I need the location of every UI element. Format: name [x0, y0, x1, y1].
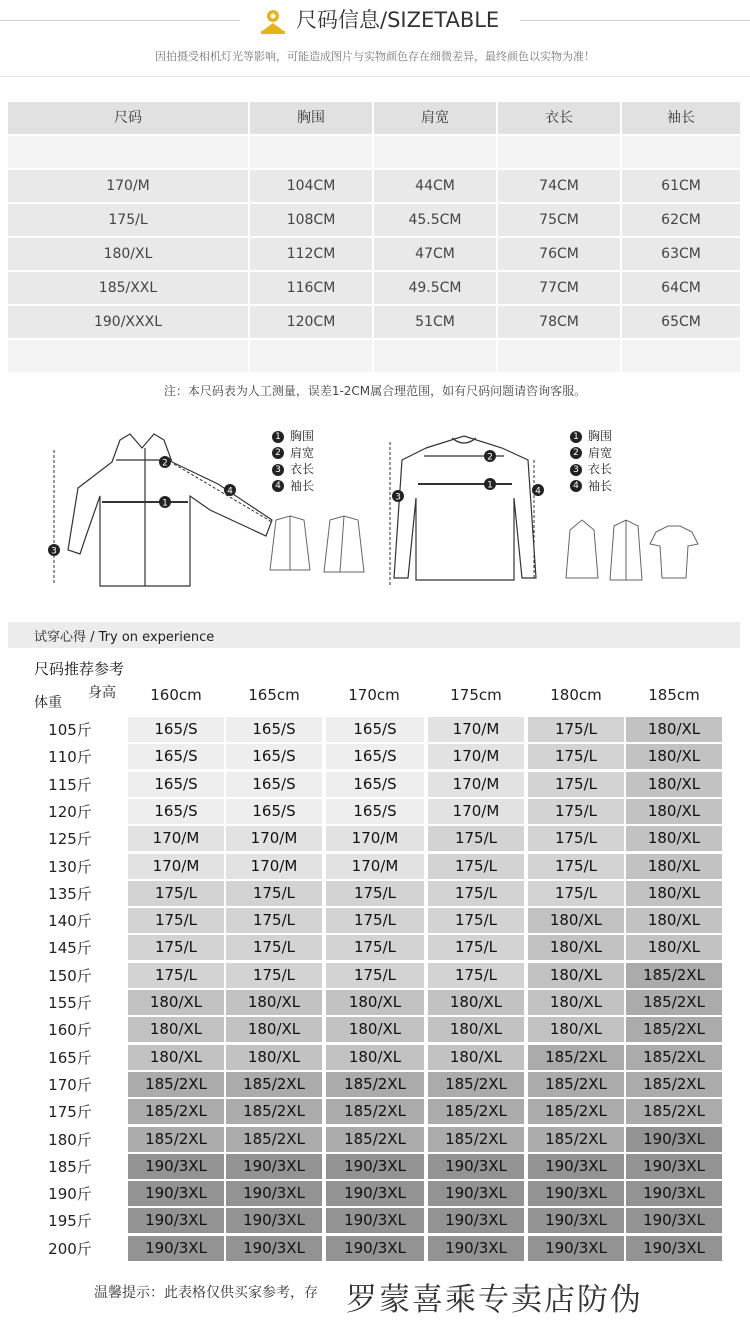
size-table-cell: 120CM	[250, 306, 372, 338]
size-cell: 190/3XL	[626, 1154, 722, 1179]
jacket-thumbnails-icon	[264, 512, 368, 580]
size-cell: 165/S	[326, 744, 424, 769]
weight-label: 130斤	[48, 857, 92, 876]
height-header: 165cm	[248, 686, 300, 704]
size-table-row	[8, 204, 740, 236]
size-cell: 180/XL	[428, 990, 524, 1015]
size-cell: 175/L	[428, 963, 524, 988]
size-cell: 190/3XL	[226, 1236, 322, 1261]
size-table-cell: 190/XXXL	[8, 306, 248, 338]
size-cell: 175/L	[326, 881, 424, 906]
shirt-diagram-icon	[40, 426, 280, 598]
size-table-cell: 77CM	[498, 272, 620, 304]
size-table-spacer	[498, 340, 620, 372]
legend-label: 袖长	[290, 478, 315, 493]
size-table-spacer	[374, 136, 496, 168]
size-cell: 170/M	[428, 772, 524, 797]
header-rule-left	[0, 20, 240, 21]
size-table-cell: 104CM	[250, 170, 372, 202]
legend-label: 胸围	[588, 429, 613, 443]
size-cell: 185/2XL	[326, 1072, 424, 1097]
size-table-cell: 76CM	[498, 238, 620, 270]
size-cell: 180/XL	[626, 935, 722, 960]
try-on-section	[8, 622, 740, 1322]
legend-item	[570, 445, 612, 462]
size-table-spacer	[250, 136, 372, 168]
size-cell: 180/XL	[326, 1017, 424, 1042]
size-table-row	[8, 170, 740, 202]
svg-text:1: 1	[487, 480, 493, 491]
size-cell: 190/3XL	[326, 1154, 424, 1179]
size-cell: 180/XL	[226, 990, 322, 1015]
size-table-cell: 62CM	[622, 204, 740, 236]
size-cell: 175/L	[128, 935, 224, 960]
size-cell: 170/M	[128, 854, 224, 879]
size-table-blank-row	[8, 136, 740, 168]
number-badge: 3	[272, 464, 284, 476]
size-cell: 170/M	[428, 744, 524, 769]
sweater-diagram-icon	[384, 428, 554, 596]
weight-label: 120斤	[48, 802, 92, 821]
measurement-diagrams	[0, 420, 750, 600]
legend-label: 衣长	[588, 462, 613, 476]
size-table-cell: 47CM	[374, 238, 496, 270]
size-cell: 185/2XL	[128, 1099, 224, 1124]
size-cell: 170/M	[428, 799, 524, 824]
size-cell: 170/M	[326, 826, 424, 851]
legend-item	[272, 461, 314, 478]
size-cell: 180/XL	[528, 963, 624, 988]
size-cell: 175/L	[428, 881, 524, 906]
legend-label: 袖长	[588, 478, 613, 493]
size-table-cell: 袖长	[622, 102, 740, 134]
size-cell: 190/3XL	[128, 1208, 224, 1233]
weight-axis-label: 体重	[34, 695, 62, 711]
size-cell: 190/3XL	[428, 1181, 524, 1206]
weight-label: 190斤	[48, 1185, 92, 1204]
size-cell: 180/XL	[626, 826, 722, 851]
size-cell: 165/S	[128, 744, 224, 769]
size-table-cell: 65CM	[622, 306, 740, 338]
size-cell: 185/2XL	[528, 1045, 624, 1070]
number-badge: 2	[272, 447, 284, 459]
size-cell: 185/2XL	[626, 1072, 722, 1097]
svg-text:4: 4	[535, 486, 541, 497]
size-cell: 175/L	[428, 935, 524, 960]
weight-label: 195斤	[48, 1212, 92, 1231]
size-cell: 185/2XL	[626, 963, 722, 988]
legend-left	[272, 428, 314, 494]
size-cell: 165/S	[326, 799, 424, 824]
size-table-cell: 肩宽	[374, 102, 496, 134]
weight-label: 175斤	[48, 1103, 92, 1122]
header-rule-right	[520, 20, 750, 21]
size-table-row	[8, 272, 740, 304]
svg-text:2: 2	[487, 452, 493, 463]
weight-label: 155斤	[48, 994, 92, 1012]
size-table-cell: 51CM	[374, 306, 496, 338]
size-cell: 175/L	[226, 881, 322, 906]
size-cell: 180/XL	[326, 990, 424, 1015]
size-cell: 175/L	[528, 799, 624, 824]
page-title: 尺码信息/SIZETABLE	[296, 8, 500, 32]
weight-label: 135斤	[48, 884, 92, 903]
svg-text:1: 1	[162, 498, 168, 509]
size-cell: 165/S	[226, 717, 322, 742]
size-cell: 180/XL	[326, 1045, 424, 1070]
size-table-cell: 衣长	[498, 102, 620, 134]
size-cell: 190/3XL	[326, 1236, 424, 1261]
height-header: 175cm	[450, 686, 502, 704]
hanger-logo-icon	[258, 6, 288, 36]
size-cell: 190/3XL	[128, 1154, 224, 1179]
size-table-cell: 170/M	[8, 170, 248, 202]
size-cell: 180/XL	[128, 1045, 224, 1070]
size-cell: 190/3XL	[326, 1208, 424, 1233]
warm-tip: 温馨提示：此表格仅供买家参考，存	[94, 1285, 318, 1301]
size-cell: 185/2XL	[626, 990, 722, 1015]
size-cell: 185/2XL	[626, 1045, 722, 1070]
size-cell: 165/S	[226, 799, 322, 824]
size-table-cell: 112CM	[250, 238, 372, 270]
size-table-cell: 尺码	[8, 102, 248, 134]
size-cell: 175/L	[528, 744, 624, 769]
size-cell: 170/M	[226, 826, 322, 851]
size-table-spacer	[622, 340, 740, 372]
size-cell: 185/2XL	[528, 1099, 624, 1124]
weight-label: 170斤	[48, 1075, 92, 1094]
size-table-cell: 185/XXL	[8, 272, 248, 304]
weight-label: 125斤	[48, 830, 92, 849]
size-cell: 190/3XL	[428, 1154, 524, 1179]
size-cell: 170/M	[128, 826, 224, 851]
size-table-cell: 180/XL	[8, 238, 248, 270]
size-table-cell: 44CM	[374, 170, 496, 202]
size-table-cell: 64CM	[622, 272, 740, 304]
size-cell: 190/3XL	[626, 1208, 722, 1233]
size-cell: 180/XL	[626, 908, 722, 933]
weight-label: 115斤	[48, 775, 92, 794]
size-cell: 175/L	[326, 908, 424, 933]
size-cell: 175/L	[128, 963, 224, 988]
size-cell: 175/L	[528, 854, 624, 879]
legend-item	[272, 428, 314, 445]
size-cell: 180/XL	[528, 935, 624, 960]
legend-label: 胸围	[290, 429, 315, 443]
size-table-cell: 175/L	[8, 204, 248, 236]
size-cell: 190/3XL	[326, 1181, 424, 1206]
size-table-spacer	[250, 340, 372, 372]
size-cell: 190/3XL	[226, 1154, 322, 1179]
size-cell: 190/3XL	[528, 1236, 624, 1261]
number-badge: 2	[570, 447, 582, 459]
size-cell: 185/2XL	[226, 1127, 322, 1152]
size-cell: 170/M	[326, 854, 424, 879]
size-table-spacer	[8, 340, 248, 372]
anti-counterfeit-watermark: 罗蒙喜乘专卖店防伪	[346, 1278, 750, 1322]
size-table-row	[8, 238, 740, 270]
size-cell: 180/XL	[626, 772, 722, 797]
number-badge: 4	[570, 480, 582, 492]
size-cell: 185/2XL	[326, 1099, 424, 1124]
size-cell: 180/XL	[528, 908, 624, 933]
legend-label: 肩宽	[588, 445, 613, 460]
size-cell: 175/L	[428, 908, 524, 933]
size-cell: 175/L	[226, 963, 322, 988]
size-cell: 180/XL	[226, 1045, 322, 1070]
size-table-cell: 胸围	[250, 102, 372, 134]
size-table-cell: 116CM	[250, 272, 372, 304]
legend-item	[570, 428, 612, 445]
casual-thumbnails-icon	[564, 516, 704, 586]
size-cell: 185/2XL	[428, 1099, 524, 1124]
weight-label: 150斤	[48, 966, 92, 985]
size-cell: 175/L	[528, 826, 624, 851]
size-table-header	[8, 102, 740, 134]
size-cell: 185/2XL	[226, 1072, 322, 1097]
legend-item	[570, 461, 612, 478]
svg-text:3: 3	[51, 546, 57, 557]
size-cell: 190/3XL	[528, 1208, 624, 1233]
recommendation-title: 尺码推荐参考	[34, 660, 125, 678]
size-cell: 185/2XL	[428, 1127, 524, 1152]
size-cell: 175/L	[128, 881, 224, 906]
number-badge: 1	[570, 431, 582, 443]
size-table-cell: 75CM	[498, 204, 620, 236]
size-cell: 180/XL	[128, 990, 224, 1015]
number-badge: 3	[570, 464, 582, 476]
height-header: 185cm	[648, 686, 700, 704]
size-cell: 190/3XL	[626, 1236, 722, 1261]
size-table-row	[8, 306, 740, 338]
size-cell: 185/2XL	[626, 1099, 722, 1124]
measurement-note: 注：本尺码表为人工测量，误差1-2CM属合理范围，如有尺码问题请咨询客服。	[163, 384, 587, 398]
legend-item	[272, 478, 314, 495]
svg-text:2: 2	[162, 458, 168, 469]
size-table-cell: 108CM	[250, 204, 372, 236]
size-cell: 165/S	[326, 772, 424, 797]
size-cell: 190/3XL	[626, 1181, 722, 1206]
size-table-spacer	[8, 136, 248, 168]
size-cell: 170/M	[226, 854, 322, 879]
size-cell: 190/3XL	[528, 1154, 624, 1179]
size-table-spacer	[374, 340, 496, 372]
size-cell: 185/2XL	[528, 1072, 624, 1097]
size-cell: 180/XL	[626, 854, 722, 879]
size-cell: 190/3XL	[128, 1236, 224, 1261]
legend-label: 肩宽	[290, 445, 315, 460]
weight-label: 110斤	[48, 748, 92, 767]
size-cell: 175/L	[326, 935, 424, 960]
size-cell: 175/L	[528, 772, 624, 797]
size-cell: 165/S	[226, 772, 322, 797]
size-table-cell: 61CM	[622, 170, 740, 202]
size-cell: 185/2XL	[128, 1127, 224, 1152]
height-header: 160cm	[150, 686, 202, 704]
size-table-spacer	[622, 136, 740, 168]
size-cell: 190/3XL	[626, 1127, 722, 1152]
size-cell: 180/XL	[626, 799, 722, 824]
legend-item	[272, 445, 314, 462]
size-cell: 165/S	[128, 772, 224, 797]
weight-label: 160斤	[48, 1021, 92, 1040]
size-cell: 165/S	[226, 744, 322, 769]
section-title: 试穿心得 / Try on experience	[34, 630, 215, 645]
size-table-cell: 74CM	[498, 170, 620, 202]
size-cell: 175/L	[128, 908, 224, 933]
size-cell: 190/3XL	[428, 1236, 524, 1261]
size-cell: 185/2XL	[428, 1072, 524, 1097]
legend-item	[570, 478, 612, 495]
size-cell: 190/3XL	[226, 1181, 322, 1206]
size-cell: 175/L	[528, 881, 624, 906]
weight-label: 105斤	[48, 721, 92, 739]
number-badge: 1	[272, 431, 284, 443]
height-header: 180cm	[550, 686, 602, 704]
size-cell: 175/L	[226, 935, 322, 960]
weight-label: 140斤	[48, 912, 92, 931]
size-table-spacer	[498, 136, 620, 168]
size-cell: 185/2XL	[626, 1017, 722, 1042]
size-cell: 190/3XL	[128, 1181, 224, 1206]
size-cell: 185/2XL	[326, 1127, 424, 1152]
size-cell: 185/2XL	[128, 1072, 224, 1097]
size-table-cell: 45.5CM	[374, 204, 496, 236]
size-table-cell: 63CM	[622, 238, 740, 270]
size-table-cell: 78CM	[498, 306, 620, 338]
size-cell: 180/XL	[626, 717, 722, 742]
size-cell: 175/L	[326, 963, 424, 988]
size-cell: 190/3XL	[528, 1181, 624, 1206]
size-cell: 190/3XL	[428, 1208, 524, 1233]
size-cell: 165/S	[326, 717, 424, 742]
size-cell: 185/2XL	[528, 1127, 624, 1152]
size-cell: 175/L	[226, 908, 322, 933]
size-cell: 175/L	[428, 854, 524, 879]
weight-label: 185斤	[48, 1157, 92, 1176]
height-axis-label: 身高	[88, 685, 116, 701]
header-divider	[0, 76, 750, 77]
size-cell: 180/XL	[626, 881, 722, 906]
legend-label: 衣长	[290, 462, 315, 476]
number-badge: 4	[272, 480, 284, 492]
legend-right	[570, 428, 612, 494]
height-header: 170cm	[348, 686, 400, 704]
size-table-blank-row	[8, 340, 740, 372]
svg-text:4: 4	[227, 486, 233, 497]
size-cell: 180/XL	[528, 990, 624, 1015]
size-cell: 175/L	[528, 717, 624, 742]
svg-text:3: 3	[395, 492, 401, 503]
weight-label: 145斤	[48, 939, 92, 958]
size-table-cell: 49.5CM	[374, 272, 496, 304]
size-cell: 180/XL	[428, 1017, 524, 1042]
size-cell: 180/XL	[226, 1017, 322, 1042]
size-cell: 190/3XL	[226, 1208, 322, 1233]
weight-label: 180斤	[48, 1130, 92, 1149]
size-cell: 175/L	[428, 826, 524, 851]
size-cell: 180/XL	[528, 1017, 624, 1042]
color-disclaimer: 因拍摄受相机灯光等影响，可能造成图片与实物颜色存在细微差异，最终颜色以实物为准！	[155, 50, 595, 63]
size-cell: 165/S	[128, 799, 224, 824]
size-cell: 185/2XL	[226, 1099, 322, 1124]
weight-label: 200斤	[48, 1239, 92, 1258]
size-cell: 180/XL	[428, 1045, 524, 1070]
size-cell: 180/XL	[128, 1017, 224, 1042]
weight-label: 165斤	[48, 1048, 92, 1067]
size-cell: 180/XL	[626, 744, 722, 769]
size-cell: 165/S	[128, 717, 224, 742]
size-cell: 170/M	[428, 717, 524, 742]
